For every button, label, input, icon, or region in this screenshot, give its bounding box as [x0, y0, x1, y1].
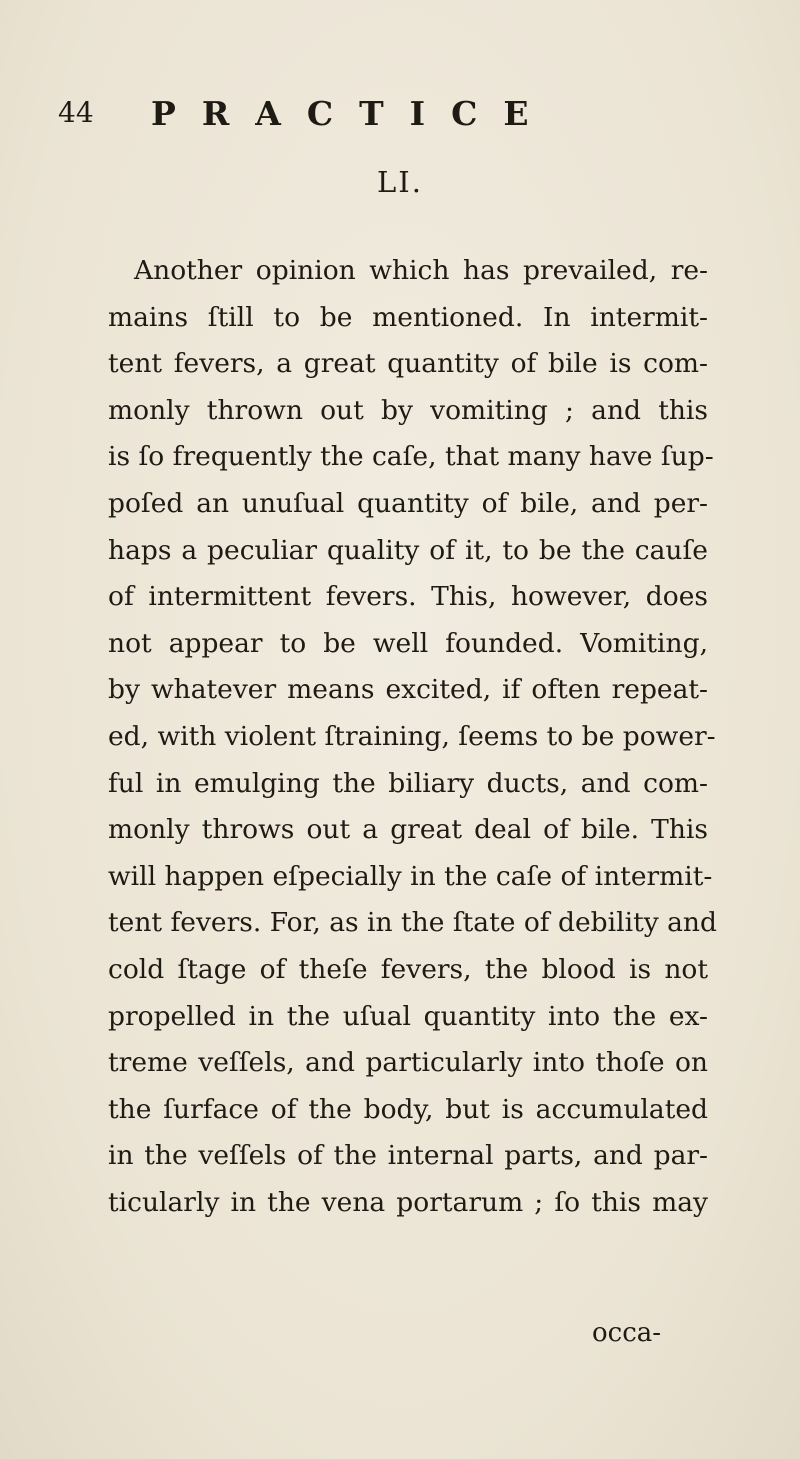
text-line: Another opinion which has prevailed, re-	[134, 255, 708, 286]
text-line: treme veſſels, and particularly into thoſe on	[108, 1047, 708, 1079]
text-line: tent fevers, a great quantity of bile is com-	[108, 348, 708, 380]
text-line: in the veſſels of the internal parts, and par-	[108, 1140, 708, 1172]
page-number: 44	[58, 96, 94, 129]
text-line: ful in emulging the biliary ducts, and com-	[108, 767, 708, 799]
page-header	[58, 92, 738, 142]
running-head: PRACTICE	[151, 94, 555, 133]
text-line: monly throws out a great deal of bile. This	[108, 814, 708, 846]
text-line: is ſo frequently the caſe, that many have ſup-	[108, 441, 714, 473]
text-line: cold ſtage of theſe fevers, the blood is not	[108, 953, 708, 985]
catchword: occa-	[592, 1318, 662, 1348]
text-line: will happen eſpecially in the caſe of intermit-	[108, 860, 713, 892]
text-line: poſed an unuſual quantity of bile, and per-	[108, 487, 708, 519]
text-line: monly thrown out by vomiting ; and this	[108, 394, 708, 426]
text-line: haps a peculiar quality of it, to be the cauſe	[108, 534, 708, 566]
text-line: mains ſtill to be mentioned. In intermit-	[108, 301, 708, 333]
section-number: LI.	[377, 165, 423, 199]
body-text	[108, 248, 717, 1226]
text-line: tent fevers. For, as in the ſtate of debility and	[108, 907, 717, 939]
text-line: not appear to be well founded. Vomiting,	[108, 627, 708, 659]
text-line: propelled in the uſual quantity into the ex-	[108, 1000, 708, 1032]
text-line: ticularly in the vena portarum ; ſo this may	[108, 1186, 708, 1218]
text-line: ed, with violent ſtraining, ſeems to be power-	[108, 720, 716, 752]
text-line: by whatever means excited, if often repeat-	[108, 674, 708, 706]
text-line: of intermittent fevers. This, however, does	[108, 581, 708, 613]
text-line: the ſurface of the body, but is accumulated	[108, 1093, 708, 1125]
